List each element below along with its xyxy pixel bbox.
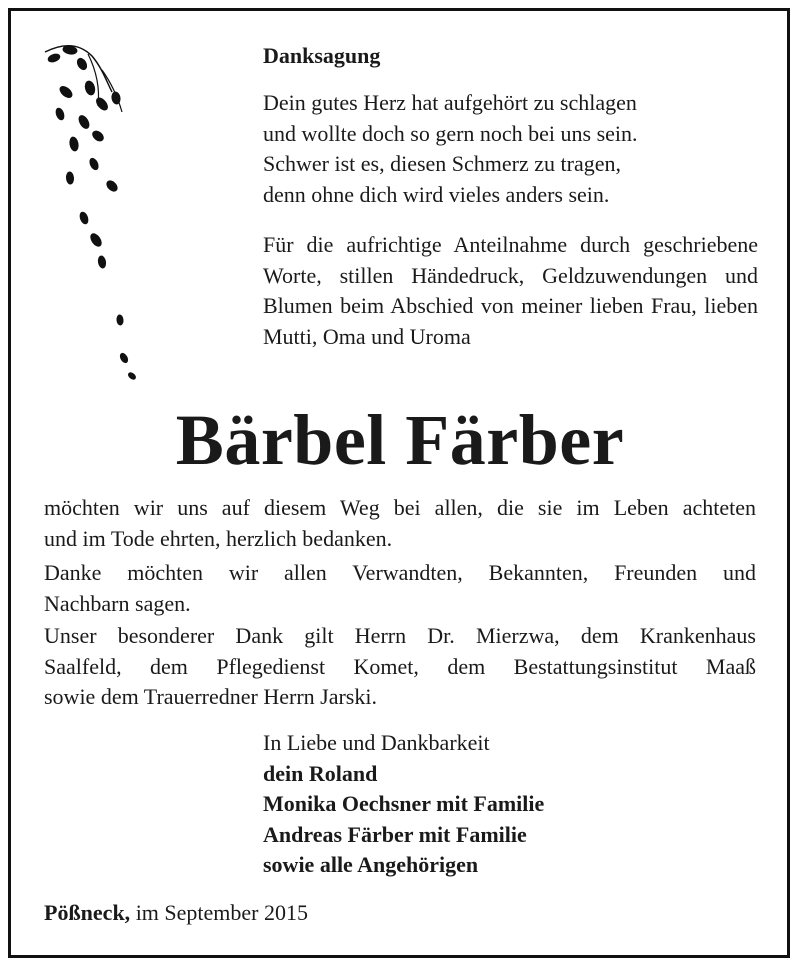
place-town: Pößneck,	[44, 900, 131, 925]
body-line: Unser besonderer Dank gilt Herrn Dr. Mierzwa, dem Krankenhaus	[44, 623, 756, 648]
place-date-text: im September 2015	[135, 900, 308, 925]
poem-line: und wollte doch so gern noch bei uns sein.	[263, 120, 638, 146]
signer-name: dein Roland	[263, 760, 378, 786]
deceased-name: Bärbel Färber	[175, 400, 625, 480]
signer-name: Andreas Färber mit Familie	[263, 821, 527, 847]
signer-name: sowie alle Angehörigen	[263, 852, 479, 877]
signer-name: Monika Oechsner mit Familie	[263, 791, 545, 816]
poem-line: Dein gutes Herz hat aufgehört zu schlagen	[263, 90, 637, 115]
body-line: Saalfeld, dem Pflegedienst Komet, dem Bestattungsinstitut Maaß	[44, 653, 756, 679]
body-line: Nachbarn sagen.	[44, 590, 191, 616]
thanks-paragraph-2	[44, 558, 756, 619]
body-line: und im Tode ehrten, herzlich bedanken.	[44, 525, 393, 551]
body-line: sowie dem Trauerredner Herrn Jarski.	[44, 684, 377, 709]
signature-block	[263, 728, 544, 881]
thanks-paragraph-1	[44, 493, 756, 554]
thanks-paragraph-3	[44, 621, 756, 713]
body-line: möchten wir uns auf diesem Weg bei allen, die sie im Leben achteten	[44, 495, 756, 520]
poem-line: denn ohne dich wird vieles anders sein.	[263, 181, 610, 207]
poem	[263, 88, 758, 210]
intro-paragraph: Für die aufrichtige Anteilnahme durch geschriebene Worte, stillen Händedruck, Geldzuwendungen und Blumen beim Abschied von meiner lieben Frau, lieben Mutti, Oma und Uroma	[263, 232, 758, 349]
heading: Danksagung	[263, 43, 381, 68]
poem-line: Schwer ist es, diesen Schmerz zu tragen,	[263, 151, 621, 176]
closing-line: In Liebe und Dankbarkeit	[263, 730, 490, 755]
falling-leaves-icon	[40, 40, 150, 390]
place-date	[44, 898, 308, 928]
body-line: Danke möchten wir allen Verwandten, Bekannten, Freunden und	[44, 560, 756, 585]
